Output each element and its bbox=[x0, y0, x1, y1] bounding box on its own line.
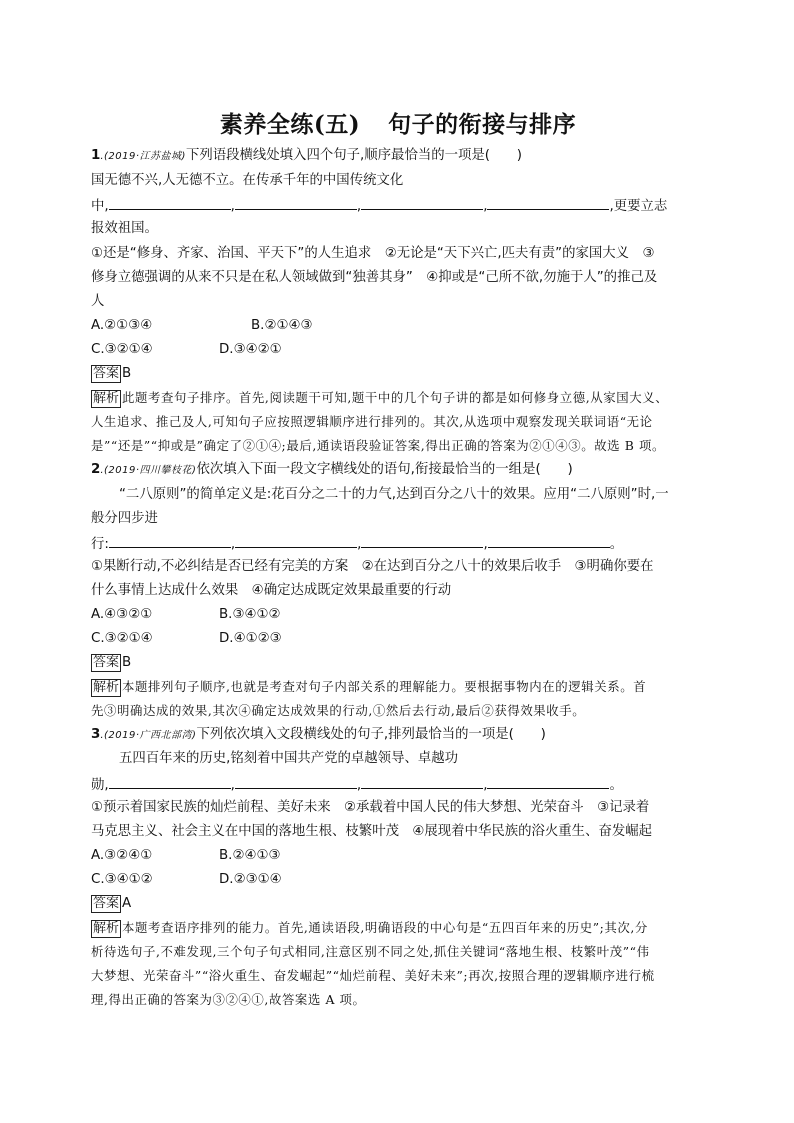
fill-blank[interactable] bbox=[487, 774, 609, 789]
title-series: 素养全练(五) bbox=[219, 111, 361, 138]
fill-blank[interactable] bbox=[235, 195, 357, 210]
option-d[interactable]: D.③④②① bbox=[219, 342, 282, 357]
option-d[interactable]: D.④①②③ bbox=[219, 631, 282, 646]
q2-passage-line: 般分四步进 bbox=[91, 511, 158, 526]
q3-items-line: ①预示着国家民族的灿烂前程、美好未来 ②承载着中国人民的伟大梦想、光荣奋斗 ③记录着 bbox=[91, 800, 650, 815]
analysis-label: 解析 bbox=[93, 921, 120, 936]
q2-items-line: ①果断行动,不必纠结是否已经有完美的方案 ②在达到百分之八十的效果后收手 ③明确你要在 bbox=[91, 559, 654, 574]
question-text: 依次填入下面一段文字横线处的语句,衔接最恰当的一组是( ) bbox=[196, 462, 573, 477]
text-fragment: , bbox=[230, 778, 235, 793]
q1-options-row bbox=[91, 340, 705, 360]
text-fragment: 行: bbox=[91, 537, 109, 552]
text-fragment: , bbox=[356, 778, 362, 793]
fill-blank[interactable] bbox=[235, 533, 357, 548]
q3-options-row bbox=[91, 870, 705, 890]
question-text: 下列依次填入文段横线处的句子,排列最恰当的一项是( ) bbox=[196, 727, 546, 742]
fill-blank[interactable] bbox=[361, 195, 483, 210]
fill-blank[interactable] bbox=[361, 774, 483, 789]
option-a[interactable]: A.②①③④ bbox=[91, 318, 153, 333]
fill-blank[interactable] bbox=[361, 533, 483, 548]
fill-blank[interactable] bbox=[235, 774, 357, 789]
answer-value: B bbox=[122, 366, 132, 381]
fill-blank[interactable] bbox=[488, 533, 610, 548]
text-fragment: , bbox=[483, 778, 488, 793]
q1-options-row bbox=[91, 316, 705, 336]
text-fragment: , bbox=[230, 537, 236, 552]
question-2-stem bbox=[91, 460, 705, 481]
q1-passage-line: 报效祖国。 bbox=[91, 221, 158, 236]
title-topic: 句子的衔接与排序 bbox=[388, 111, 577, 138]
question-number: 1 bbox=[91, 148, 101, 163]
q1-items-line: 修身立德强调的从来不只是在私人领域做到“独善其身” ④抑或是“己所不欲,勿施于人”的推己及 bbox=[91, 270, 658, 285]
analysis-text: 是”“还是”“抑或是”确定了②①④;最后,通读语段验证答案,得出正确的答案为②①④③。故选 B 项。 bbox=[91, 438, 665, 453]
option-b[interactable]: B.②④①③ bbox=[219, 848, 281, 863]
q3-passage-blanks bbox=[91, 774, 705, 796]
analysis-text: 人生追求、推己及人,可知句子应按照逻辑顺序进行排列的。其次,从选项中观察发现关联词语“无论 bbox=[91, 414, 653, 429]
analysis-text: 此题考查句子排序。首先,阅读题干可知,题干中的几个句子讲的都是如何修身立德,从家国大义、 bbox=[122, 390, 669, 405]
analysis-text: 析待选句子,不难发现,三个句子句式相同,注意区别不同之处,抓住关键词“落地生根、枝繁叶茂”“伟 bbox=[91, 944, 650, 959]
option-c[interactable]: C.③②①④ bbox=[91, 342, 153, 357]
text-fragment: , bbox=[356, 199, 362, 214]
answer-value: A bbox=[122, 896, 132, 911]
analysis-label: 解析 bbox=[93, 391, 120, 406]
q1-passage-line: 国无德不兴,人无德不立。在传承千年的中国传统文化 bbox=[91, 173, 404, 188]
fill-blank[interactable] bbox=[109, 533, 231, 548]
question-number: 3 bbox=[91, 727, 101, 742]
option-b[interactable]: B.③④①② bbox=[219, 607, 281, 622]
analysis-text: 理,得出正确的答案为③②④①,故答案选 A 项。 bbox=[91, 992, 366, 1007]
text-fragment: , bbox=[357, 537, 362, 552]
text-fragment: 勋, bbox=[91, 778, 109, 793]
q1-analysis bbox=[91, 388, 705, 409]
q2-options-row bbox=[91, 605, 705, 625]
q3-options-row bbox=[91, 846, 705, 866]
text-fragment: 。 bbox=[609, 778, 623, 793]
page-title bbox=[91, 106, 705, 139]
answer-label: 答案 bbox=[93, 655, 120, 670]
q1-answer bbox=[91, 364, 705, 384]
text-fragment: , bbox=[483, 199, 488, 214]
q2-analysis bbox=[91, 677, 705, 698]
analysis-label: 解析 bbox=[93, 680, 120, 695]
option-d[interactable]: D.②③①④ bbox=[219, 872, 282, 887]
q3-items-line: 马克思主义、社会主义在中国的落地生根、枝繁叶茂 ④展现着中华民族的浴火重生、奋发崛起 bbox=[91, 824, 653, 839]
question-3-stem bbox=[91, 725, 705, 746]
q3-passage-line: 五四百年来的历史,铭刻着中国共产党的卓越领导、卓越功 bbox=[119, 751, 459, 766]
question-1-stem bbox=[91, 146, 705, 167]
question-source: .(2019·广西北部湾) bbox=[100, 730, 197, 741]
text-fragment: , bbox=[230, 199, 235, 214]
q3-analysis bbox=[91, 918, 705, 939]
option-a[interactable]: A.③②④① bbox=[91, 848, 153, 863]
q2-passage-blanks bbox=[91, 533, 705, 555]
analysis-text: 先③明确达成的效果,其次④确定达成效果的行动,①然后去行动,最后②获得效果收手。 bbox=[91, 703, 586, 718]
q1-items-line: 人 bbox=[91, 294, 105, 309]
analysis-text: 大梦想、光荣奋斗”“浴火重生、奋发崛起”“灿烂前程、美好未来”;再次,按照合理的逻辑顺序进行梳 bbox=[91, 968, 655, 983]
q2-items-line: 什么事情上达成什么效果 ④确定达成既定效果最重要的行动 bbox=[91, 583, 452, 598]
answer-label: 答案 bbox=[93, 366, 120, 381]
q2-options-row bbox=[91, 629, 705, 649]
text-fragment: 。 bbox=[609, 537, 624, 552]
q3-answer bbox=[91, 894, 705, 914]
question-text: 下列语段横线处填入四个句子,顺序最恰当的一项是( ) bbox=[185, 148, 523, 163]
text-fragment: 中, bbox=[91, 199, 109, 214]
option-c[interactable]: C.③④①② bbox=[91, 872, 153, 887]
question-number: 2 bbox=[91, 462, 101, 477]
option-c[interactable]: C.③②①④ bbox=[91, 631, 153, 646]
analysis-text: 本题排列句子顺序,也就是考查对句子内部关系的理解能力。要根据事物内在的逻辑关系。首 bbox=[122, 679, 647, 694]
q2-answer bbox=[91, 653, 705, 673]
option-a[interactable]: A.④③②① bbox=[91, 607, 153, 622]
question-source: .(2019·江苏盐城) bbox=[100, 151, 186, 162]
text-fragment: , bbox=[483, 537, 488, 552]
answer-value: B bbox=[122, 655, 132, 670]
question-source: .(2019·四川攀枝花) bbox=[100, 465, 197, 476]
option-b[interactable]: B.②①④③ bbox=[251, 318, 313, 333]
answer-label: 答案 bbox=[93, 896, 120, 911]
fill-blank[interactable] bbox=[109, 195, 231, 210]
fill-blank[interactable] bbox=[109, 774, 231, 789]
q1-items-line: ①还是“修身、齐家、治国、平天下”的人生追求 ②无论是“天下兴亡,匹夫有责”的家国大义 ③ bbox=[91, 246, 655, 261]
text-fragment: ,更要立志 bbox=[609, 199, 668, 214]
q2-passage-line: “二八原则”的简单定义是:花百分之二十的力气,达到百分之八十的效果。应用“二八原则”时,一 bbox=[119, 487, 669, 502]
analysis-text: 本题考查语序排列的能力。首先,通读语段,明确语段的中心句是“五四百年来的历史”;其次,分 bbox=[122, 920, 648, 935]
fill-blank[interactable] bbox=[487, 195, 609, 210]
q1-passage-blanks bbox=[91, 195, 705, 217]
